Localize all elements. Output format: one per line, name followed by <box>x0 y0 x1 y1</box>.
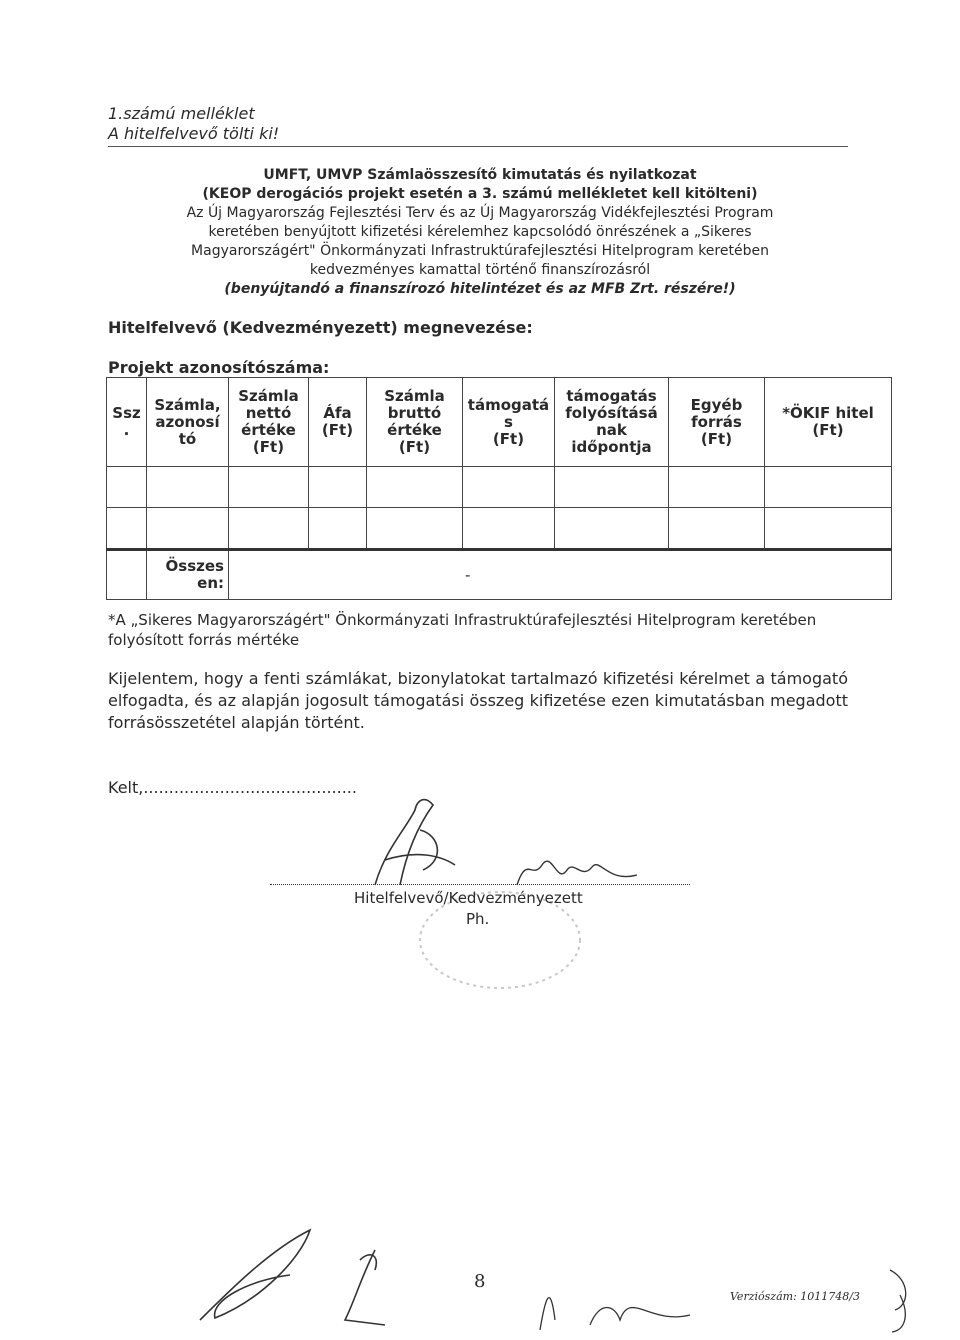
page-number: 8 <box>474 1271 486 1292</box>
signature-graphic <box>512 845 642 895</box>
version-number: Verziószám: 1011748/3 <box>730 1290 860 1303</box>
header-rule <box>108 146 848 147</box>
col-header-invoice-id: Számla, azonosí tó <box>147 378 229 467</box>
place-date-line: Kelt,.......................................... <box>108 778 357 797</box>
title-line-3: Az Új Magyarország Fejlesztési Terv és az Új Magyarország Vidékfejlesztési Program <box>186 205 774 221</box>
col-header-gross: Számla bruttó értéke (Ft) <box>367 378 463 467</box>
initials-graphic <box>530 1270 700 1340</box>
borrower-label: Hitelfelvevő (Kedvezményezett) megnevezése: <box>108 318 533 337</box>
annex-label: 1.számú melléklet <box>108 104 255 123</box>
stamp-label: Ph. <box>466 910 490 928</box>
col-header-payment-date: támogatás folyósításá nak időpontja <box>555 378 669 467</box>
col-header-okif-loan: *ÖKIF hitel (Ft) <box>765 378 892 467</box>
title-block <box>100 166 860 299</box>
initials-graphic <box>880 1260 920 1340</box>
col-header-vat: Áfa (Ft) <box>309 378 367 467</box>
col-header-other-source: Egyéb forrás (Ft) <box>669 378 765 467</box>
table-total-row <box>107 550 892 600</box>
total-label: Összes en: <box>147 550 229 600</box>
table-header-row <box>107 378 892 467</box>
fill-note: A hitelfelvevő tölti ki! <box>108 124 280 143</box>
initials-graphic <box>190 1220 330 1330</box>
title-line-2: (KEOP derogációs projekt esetén a 3. számú mellékletet kell kitölteni) <box>202 186 758 202</box>
declaration: Kijelentem, hogy a fenti számlákat, bizonylatokat tartalmazó kifizetési kérelmet a támogató elfogadta, és az alapján jogosult támogatási összeg kifizetése ezen kimutatásban megadott forrásösszetétel alapján történt. <box>108 669 848 732</box>
table-row <box>107 508 892 550</box>
col-header-subsidy: támogatá s (Ft) <box>463 378 555 467</box>
signature-line <box>270 872 690 885</box>
title-line-7: (benyújtandó a finanszírozó hitelintézet és az MFB Zrt. részére!) <box>224 281 736 297</box>
col-header-ssz: Ssz . <box>107 378 147 467</box>
col-header-net: Számla nettó értéke (Ft) <box>229 378 309 467</box>
footnote: *A „Sikeres Magyarországért" Önkormányzati Infrastruktúrafejlesztési Hitelprogram keretében folyósított forrás mértéke <box>108 611 817 649</box>
total-value: - <box>229 550 892 600</box>
signature-label: Hitelfelvevő/Kedvezményezett <box>354 889 583 907</box>
title-line-5: Magyarországért" Önkormányzati Infrastruktúrafejlesztési Hitelprogram keretében <box>191 243 769 259</box>
table-row <box>107 467 892 508</box>
invoice-table <box>106 377 892 600</box>
initials-graphic <box>340 1240 400 1330</box>
project-id-label: Projekt azonosítószáma: <box>108 358 330 377</box>
title-line-4: keretében benyújtott kifizetési kérelemhez kapcsolódó önrészének a „Sikeres <box>208 224 752 240</box>
title-line-6: kedvezményes kamattal történő finanszírozásról <box>309 262 651 278</box>
title-line-1: UMFT, UMVP Számlaösszesítő kimutatás és nyilatkozat <box>263 167 697 183</box>
